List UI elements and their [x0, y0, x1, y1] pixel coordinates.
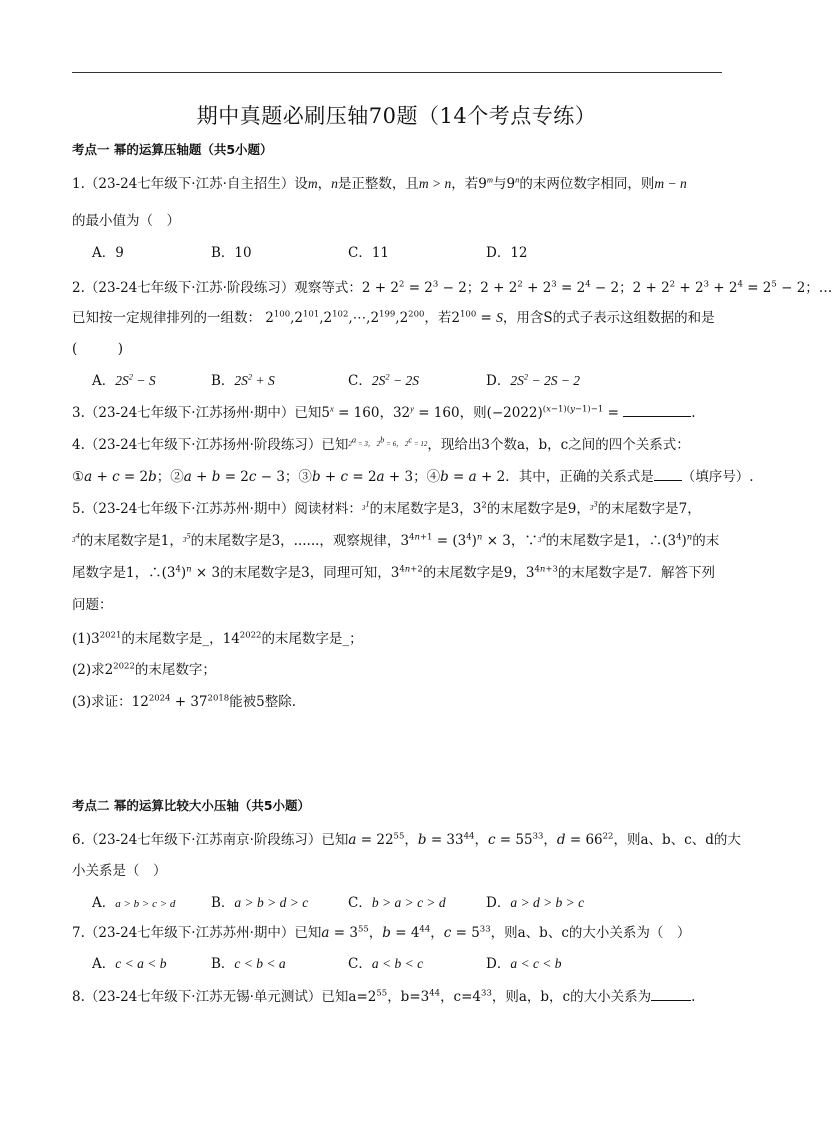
q4-text: 已知: [321, 437, 349, 453]
q1-text: 设: [294, 176, 308, 192]
q6-option-d: D．a > d > b > c: [486, 895, 585, 911]
q1-math: m: [307, 176, 318, 191]
q7-option-d: D．a < c < b: [486, 956, 562, 972]
question-2: [72, 276, 832, 296]
q3-math: $5^x = 160$，$32^y = 160$: [321, 403, 460, 421]
q3-text: ，则: [459, 405, 487, 421]
q6-option-a: A．a > b > c > d: [92, 895, 176, 911]
q5-number: 5.: [72, 501, 85, 517]
q2-text: ，用含S的式子表示这组数据的和是: [502, 310, 715, 326]
q2-text: 观察等式：: [294, 280, 362, 296]
q4-source: （23-24七年级下·江苏扬州·阶段练习）: [84, 437, 322, 453]
q4-line2: [72, 465, 754, 485]
q2-sequence: $2^{100},2^{101},2^{102},\cdots,2^{199},2^{200}$: [261, 309, 425, 326]
q1-text: 与: [493, 176, 507, 192]
q1-text: 的末两位数字相同，则: [519, 176, 655, 192]
q5-text: 的末: [692, 533, 720, 549]
q4-text: ．其中，正确的关系式是: [505, 469, 654, 485]
q2-text: 已知按一定规律排列的一组数：: [72, 310, 261, 326]
q5-text: 的末尾数字是1，: [545, 533, 649, 549]
q1-math: m > n: [418, 176, 452, 191]
q5-source: （23-24七年级下·江苏苏州·期中）: [84, 501, 295, 517]
q8-text: ，b=3: [387, 989, 430, 1005]
q5-text: 的末尾数字是7，: [597, 501, 701, 517]
q7-option-a: A．c < a < b: [92, 956, 167, 972]
q5-text: 的末尾数字是3，同理可知，: [220, 565, 391, 581]
q6-text: ，则a、b、c、d的大: [613, 832, 741, 848]
q5-text: 阅读材料：: [294, 501, 362, 517]
q2-math: $2^{100} = S$: [451, 309, 503, 326]
q5-text: 的末尾数字是7．解答下列: [557, 565, 715, 581]
q2-option-c: C．$2S^2 - 2S$: [348, 371, 419, 389]
q4-answer-blank[interactable]: [654, 480, 682, 481]
q4-relations: ①a + c = 2b；②a + b = 2c − 3；③b + c = 2a + 3；④b = a + 2: [72, 469, 506, 485]
q5-text: 的末尾数字是3，: [369, 501, 473, 517]
q5-line3: 尾数字是1，$\therefore(3^4)^n \times 3$的末尾数字是3，同理可知，$3^{4n+2}$的末尾数字是9，$3^{4n+3}$的末尾数字是7．解答下列: [72, 564, 715, 581]
q1-math: 9$^n$: [506, 174, 520, 192]
q1-line2: 的最小值为（ ）: [72, 213, 180, 229]
q1-math: m − n: [654, 176, 687, 191]
q7-option-b: B．c < b < a: [211, 956, 286, 972]
q8-text: 已知a=2: [321, 989, 377, 1005]
q1-text: ，若: [451, 176, 479, 192]
q1-option-d: D．12: [486, 245, 528, 261]
q8-number: 8.: [72, 989, 85, 1005]
q5-text: 尾数字是1，: [72, 565, 149, 581]
q1-option-c: C．11: [348, 245, 390, 261]
q3-text: 已知: [294, 405, 322, 421]
q5-line4: 问题：: [72, 597, 113, 613]
q7-number: 7.: [72, 925, 85, 941]
q8-text: ，c=4: [440, 989, 482, 1005]
q1-text: 是正整数，且: [337, 176, 419, 192]
q6-text: 已知: [321, 832, 349, 848]
q2-option-d: D．$2S^2 - 2S - 2$: [486, 371, 581, 389]
q5-sub3: (3)求证：$12^{2024} + 37^{2018}$能被5整除.: [72, 693, 297, 710]
q2-source: （23-24七年级下·江苏·阶段练习）: [84, 280, 295, 296]
q8-answer-blank[interactable]: [651, 1000, 691, 1001]
q4-text: ，现给出3个数a，b，c之间的四个关系式：: [427, 437, 690, 453]
q1-math: 9$^m$: [478, 174, 493, 192]
question-5: 5.（23-24七年级下·江苏苏州·期中）阅读材料：$^{3^1}$的末尾数字是3，$3^2$的末尾数字是9，$^{3^3}$的末尾数字是7，: [72, 498, 701, 517]
question-3: 3.（23-24七年级下·江苏扬州·期中）已知$5^x = 160$，$32^y = 160$，则$(-2022)^{(x-1)(y-1)-1}$ = .: [72, 403, 696, 421]
q5-sub2: (2)求$2^{2022}$的末尾数字；: [72, 661, 216, 678]
q4-text: （填序号）.: [681, 469, 754, 485]
q6-option-c: C．b > a > c > d: [348, 895, 446, 911]
q7-source: （23-24七年级下·江苏苏州·期中）: [84, 925, 295, 941]
question-4: [72, 433, 690, 453]
q2-text: ，若: [424, 310, 452, 326]
q7-text: ，则a、b、c的大小关系为（ ）: [490, 925, 691, 941]
q6-option-b: B．a > b > d > c: [211, 895, 309, 911]
q1-source: （23-24七年级下·江苏·自主招生）: [84, 176, 295, 192]
q6-line2: 小关系是（ ）: [72, 863, 167, 879]
section-heading-2: 考点二 幂的运算比较大小压轴（共5小题）: [72, 798, 311, 813]
q7-text: 已知: [294, 925, 322, 941]
q2-paren: ( ): [72, 341, 124, 357]
q4-given: 2a = 3， 2b = 6， 2c = 12: [348, 434, 428, 448]
q5-line2: $^{3^4}$的末尾数字是1，$^{3^5}$的末尾数字是3，......，观察规律，$3^{4n+1} = (3^4)^n \times 3$，∵$^{3^4}$的末尾数字是1，$\therefore(3^4)^n$的末: [72, 530, 720, 549]
q5-sub1: $(1)3^{2021}$的末尾数字是_，$14^{2022}$的末尾数字是_；: [72, 630, 363, 647]
q3-number: 3.: [72, 405, 85, 421]
question-6: [72, 828, 741, 848]
q1-number: 1.: [72, 176, 85, 192]
section-heading-1: 考点一 幂的运算压轴题（共5小题）: [72, 142, 273, 157]
q5-text: 的末尾数字是9，: [486, 501, 590, 517]
q1-option-a: A．9: [92, 245, 124, 261]
q7-option-c: C．a < b < c: [348, 956, 424, 972]
q2-number: 2.: [72, 280, 85, 296]
q6-math: $a = 22^{55}$，$b = 33^{44}$，$c = 55^{33}$，$d = 66^{22}$: [348, 831, 614, 848]
question-8: 8.（23-24七年级下·江苏无锡·单元测试）已知$a=2^{55}$，$b=3^{44}$，$c=4^{33}$，则a，b，c的大小关系为 .: [72, 988, 696, 1005]
q5-text: 的末尾数字是3，......，观察规律，: [190, 533, 401, 549]
q3-math: $(-2022)^{(x-1)(y-1)-1}$ =: [486, 404, 624, 421]
q6-source: （23-24七年级下·江苏南京·阶段练习）: [84, 832, 322, 848]
q4-number: 4.: [72, 437, 85, 453]
q3-source: （23-24七年级下·江苏扬州·期中）: [84, 405, 295, 421]
q2-line2: [72, 306, 715, 326]
question-1: 1.（23-24七年级下·江苏·自主招生）设m，n是正整数，且m > n，若9$^m$与9$^n$的末两位数字相同，则m − n: [72, 174, 687, 192]
header-rule: [72, 72, 722, 73]
q7-math: $a = 3^{55}$，$b = 4^{44}$，$c = 5^{33}$: [321, 924, 491, 941]
q8-source: （23-24七年级下·江苏无锡·单元测试）: [84, 989, 322, 1005]
q2-option-b: B．$2S^2 + S$: [211, 371, 275, 389]
q3-answer-blank[interactable]: [623, 416, 691, 417]
q6-number: 6.: [72, 832, 85, 848]
q5-text: 的末尾数字是9，: [422, 565, 526, 581]
q1-option-b: B．10: [211, 245, 252, 261]
q2-option-a: A．$2S^2 - S$: [92, 371, 156, 389]
q2-equations: $2 + 2^2 = 2^3 - 2$；$2 + 2^2 + 2^3 = 2^4 - 2$；$2 + 2^2 + 2^3 + 2^4 = 2^5 - 2$；…: [361, 279, 832, 296]
question-7: [72, 921, 690, 941]
q8-text: ，则a，b，c的大小关系为: [491, 989, 652, 1005]
page-title: 期中真题必刷压轴70题（14个考点专练）: [196, 104, 597, 128]
q5-text: 的末尾数字是1，: [79, 533, 183, 549]
